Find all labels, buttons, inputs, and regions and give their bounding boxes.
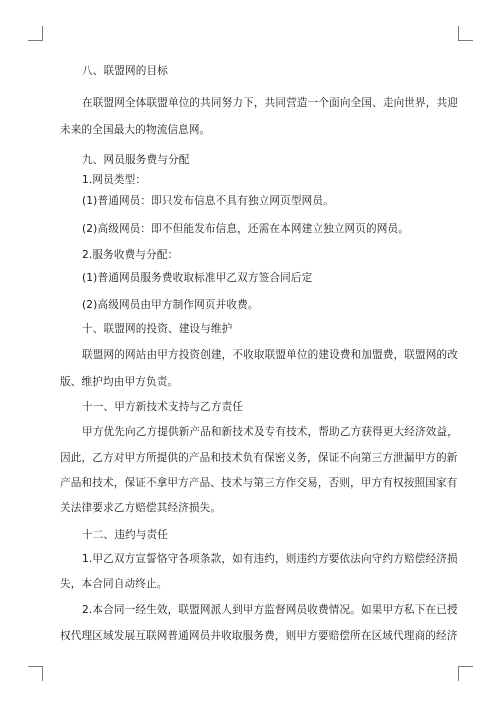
paragraph-line: 版、维护均由甲方负责。 — [60, 376, 179, 388]
paragraph-line: 甲方优先向乙方提供新产品和新技术及专有技术，帮助乙方获得更大经济效益， — [82, 426, 459, 438]
heading-section-9: 九、网员服务费与分配 — [82, 154, 190, 166]
list-item: (1)普通网员服务费收取标准甲乙双方签合同后定 — [82, 272, 313, 284]
paragraph-line: 关法律要求乙方赔偿其经济损失。 — [60, 502, 222, 514]
heading-section-8: 八、联盟网的目标 — [82, 65, 168, 77]
crop-mark-top-left — [28, 26, 43, 41]
paragraph-line: 失，本合同自动终止。 — [60, 578, 168, 590]
heading-section-10: 十、联盟网的投资、建设与维护 — [82, 323, 233, 335]
paragraph-line: 1.甲乙双方宣誓恪守各项条款，如有违约，则违约方要依法向守约方赔偿经济损 — [82, 553, 458, 565]
crop-mark-bottom-right — [458, 666, 473, 681]
subheading-line: 2.服务收费与分配： — [82, 249, 179, 261]
paragraph-line: 2.本合同一经生效，联盟网派人到甲方监督网员收费情况。如果甲方私下在已授 — [82, 604, 458, 616]
list-item: (2)高级网员：即不但能发布信息，还需在本网建立独立网页的网员。 — [82, 223, 410, 235]
list-item: (1)普通网员：即只发布信息不具有独立网页型网员。 — [82, 195, 334, 207]
crop-mark-bottom-left — [28, 666, 43, 681]
crop-mark-top-right — [458, 26, 473, 41]
paragraph-line: 未来的全国最大的物流信息网。 — [60, 124, 211, 136]
paragraph-line: 因此，乙方对甲方所提供的产品和技术负有保密义务，保证不向第三方泄漏甲方的新 — [60, 452, 458, 464]
list-item: (2)高级网员由甲方制作网页并收费。 — [82, 299, 259, 311]
paragraph-line: 权代理区域发展互联网普通网员并收取服务费，则甲方要赔偿所在区域代理商的经济 — [60, 630, 458, 642]
subheading-line: 1.网员类型： — [82, 174, 147, 186]
paragraph-line: 在联盟网全体联盟单位的共同努力下，共同营造一个面向全国、走向世界，共迎 — [82, 97, 459, 109]
paragraph-line: 联盟网的网站由甲方投资创建，不收取联盟单位的建设费和加盟费，联盟网的改 — [82, 349, 459, 361]
paragraph-line: 产品和技术，保证不拿甲方产品、技术与第三方作交易，否则，甲方有权按照国家有 — [60, 477, 458, 489]
heading-section-11: 十一、甲方新技术支持与乙方责任 — [82, 401, 244, 413]
heading-section-12: 十二、违约与责任 — [82, 529, 168, 541]
